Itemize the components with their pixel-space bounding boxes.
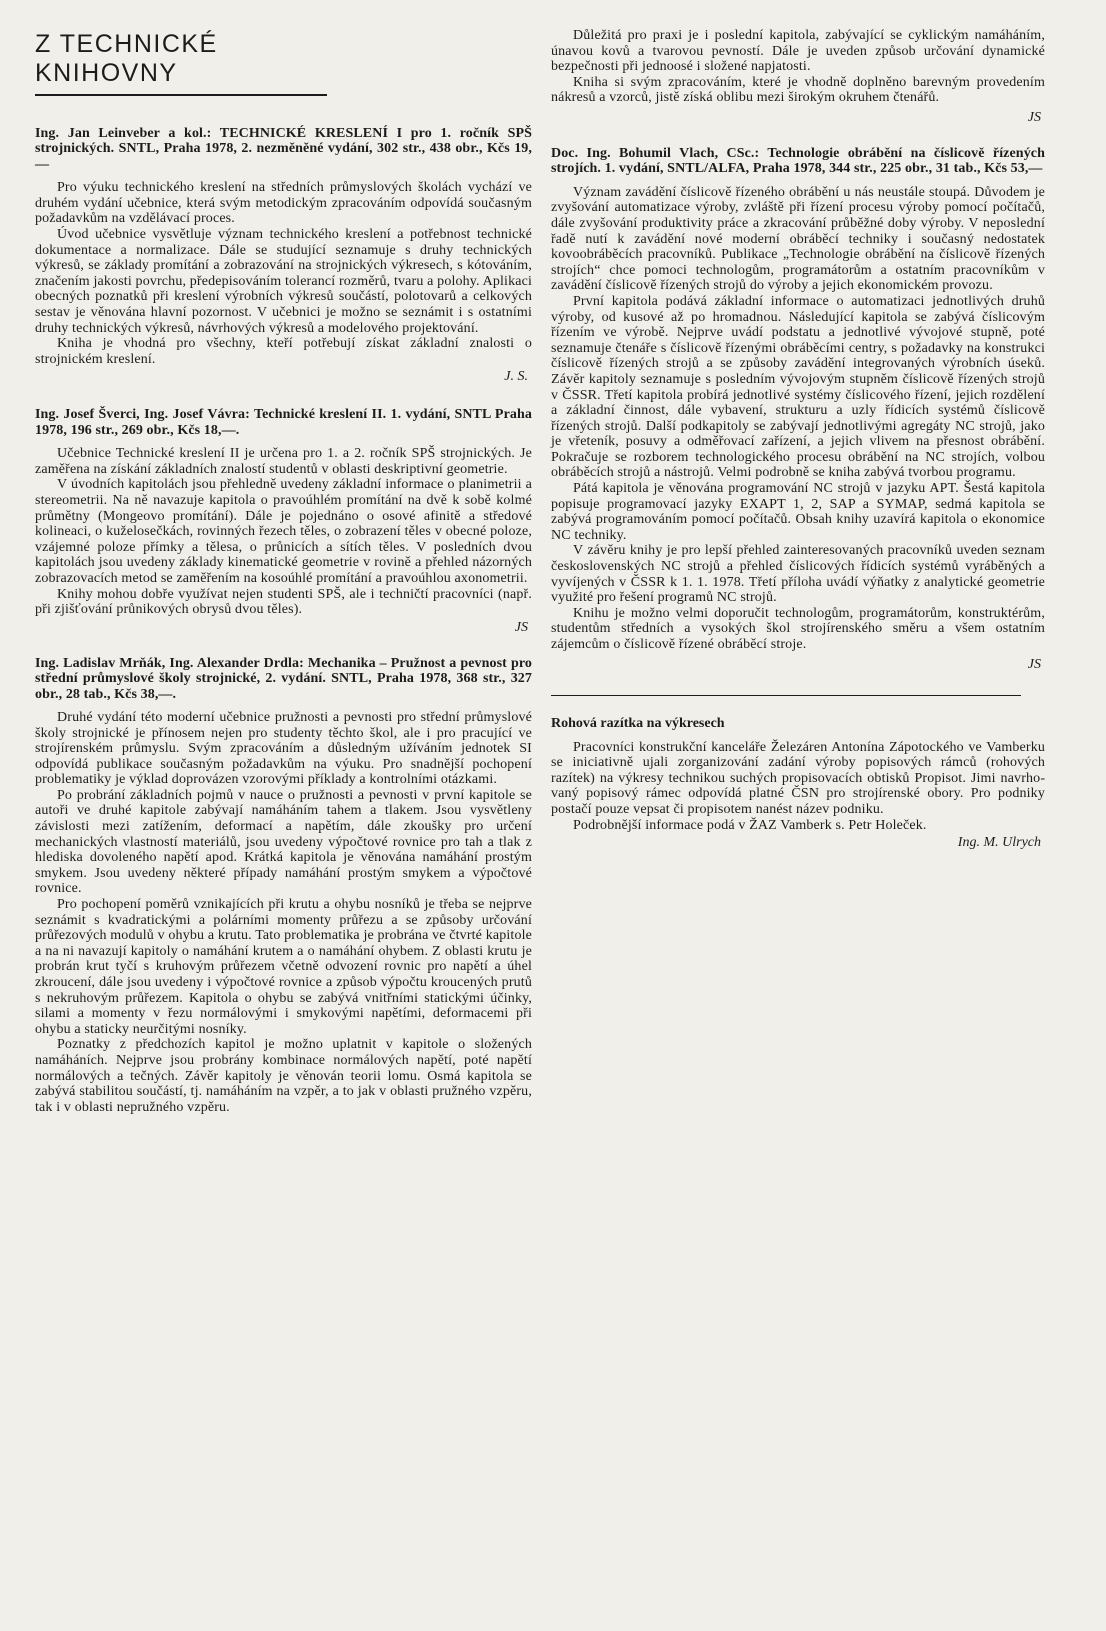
review-heading: Ing. Jan Leinveber a kol.: TECHNICKÉ KRESLENÍ I pro 1. ročník SPŠ strojnických. SNTL, Praha 1978, 2. nezměněné vydání, 302 str., 438 obr., Kčs 19,— (35, 126, 532, 172)
notice-signature: Ing. M. Ulrych (957, 835, 1041, 851)
review-paragraph: Pro pochopení poměrů vznikajících při krutu a ohybu nosníků je třeba se nejprve seznámit s kvadratickými a polárními momenty průřezu a se způsoby určování průřezových modulů v ohybu a krutu. Tato problematika je probrána ve čtvrté kapitole a na ni navazují kapitoly o namáhání krutem a o namáhání ohybem. Z oblasti krutu je probrán krut tyčí s kruhovým průřezem včetně odvození rovnic pro napětí a úhel zkroucení, dále jsou uvedeny i výpočtové rovnice a způsob výpočtu kroucených prutů s nekruhovým průřezem. Kapitola o ohybu se zabývá vnitřními statickými účinky, silami a momenty v řezu normálovými i smykovými napětími, deformacemi při ohybu a staticky neurčitými nosníky. (35, 897, 532, 1037)
right-column (551, 0, 1045, 851)
notice-heading: Rohová razítka na výkresech (551, 715, 725, 731)
review-heading: Ing. Ladislav Mrňák, Ing. Alexander Drdla: Mechanika – Pružnost a pevnost pro střední průmyslové školy strojnické, 2. vydání. SNTL, Praha 1978, 368 str., 327 obr., 28 tab., Kčs 38,—. (35, 655, 532, 702)
review-paragraph: První kapitola podává základní informace o automatizaci jednotlivých druhů výroby, od kusové až po hromadnou. Následující kapitola se zabývá číslicovým řízením ve výrobě. Nejprve uvádí podstatu a jednotlivé vývojové stupně, poté seznamuje čtenáře s číslicově řízenými obráběcími centry, s požadavky na konstrukci číslicově řízených strojů a se způsoby zavádění integrovaných výrobních úseků. Závěr kapitoly seznamuje s posledním vývojovým stupněm číslicově řízených strojů v ČSSR. Třetí kapitola probírá jednotlivé systémy číslicového řízení, jejich rozdělení a základní činnost, dále vybavení, strukturu a uzly řídicích systémů číslicově řízených strojů. Další podkapitoly se zabývají jednotlivými agregáty NC strojů, jako je vřeteník, posuvy a odměřovací zařízení, a jejich vlivem na přesnost obrábění. Pokračuje se rozborem technologického procesu obrábění na NC strojích, volbou obráběcích strojů a nástrojů. Velmi podrobně se kniha zabývá tvorbou programu. (551, 293, 1045, 481)
review-sverci (35, 407, 532, 635)
review-paragraph: Pátá kapitola je věnována programování NC strojů v jazyku APT. Šestá kapitola popisuje programovací jazyky EXAPT 1, 2, SAP a SYMAP, sedmá kapitola se zabývá programováním pomocí počítačů. Obsah knihy uzavírá kapitola o ekonomice NC techniky. (551, 481, 1045, 543)
review-paragraph: Úvod učebnice vysvětluje význam technického kreslení a potřebnost technické dokumentace a normalizace. Dále se studující seznamuje s druhy technických výkresů, se základy promítání a zobrazování na strojnických výkresech, s kótováním, značením jakosti povrchu, předepisováním tolerancí rozměrů, tvaru a polohy. Aplikaci obecných poznatků při kreslení výrobních výkresů součástí, polotovarů a celkových sestav je věnována hlavní pozornost. V učebnici je možno se seznámit i s ostatními druhy technických výkresů, návrhových výkresů a modelového projektování. (35, 227, 532, 336)
review-paragraph: Důležitá pro praxi je i poslední kapitola, zabývající se cyklickým namáháním, únavou kovů a tvarovou pevností. Dále je uveden způsob určování dynamické bezpečnosti při jednoosé i složené napjatosti. (551, 28, 1045, 75)
review-paragraph: Po probrání základních pojmů v nauce o pružnosti a pevnosti v první kapitole se autoři ve druhé kapitole zabývají namáháním tahem a tlakem. Jsou vysvětleny závislosti mezi zatížením, deformací a napětím, dále zkoušky pro určení mechanických vlastností materiálů, jsou uvedeny výpočtové rovnice pro tah a tlak z hlediska dovoleného napětí apod. Krátká kapitola je věnována namáhání prostým smykem. Jsou uvedeny některé případy namáhání prostým smykem a výpočtové rovnice. (35, 787, 532, 897)
review-paragraph: Druhé vydání této moderní učebnice pružnosti a pevnosti pro střední průmyslové školy strojnické je přínosem nejen pro studenty těchto škol, ale i pro pracující ve strojírenském průmyslu. Svým zpracováním a důsledným užíváním jednotek SI odpovídá publikace současným požadavkům na výuku. Pro snadnější pochopení problematiky je výklad doprovázen vzorovými příklady a kontrolními otázkami. (35, 709, 532, 788)
review-paragraph: Význam zavádění číslicově řízeného obrábění u nás neustále stoupá. Důvodem je zvyšování automatizace výroby, zvláště při řízení procesu výroby pomocí počítačů, dále zvyšování produktivity práce a zkracování průběžné doby výroby. V neposlední řadě nutí k zavádění nové moderní obráběcí techniky i současný nedostatek kovoobráběcích pracovníků. Publikace „Technologie obrábění na číslicově řízených strojích“ chce pomoci technologům, programátorům a ostatním pracovníkům v zavádění číslicově řízených strojů do výroby a jejich ekonomickém provozu. (551, 184, 1045, 294)
review-mrnak (35, 656, 532, 1116)
review-paragraph: Kniha si svým zpracováním, které je vhodně doplněno barevným provedením nákresů a vzorců, jistě získá oblibu mezi širokým okruhem čtenářů. (551, 74, 1045, 106)
section-title: Z TECHNICKÉ KNIHOVNY (35, 30, 327, 96)
review-paragraph: V závěru knihy je pro lepší přehled zainteresovaných pracovníků uveden seznam československých NC strojů a přehled číslicových řídicích systémů vyráběných a vyvíjených v ČSSR k 1. 1. 1978. Třetí příloha uvádí výňatky z analytické geometrie využité pro řešení programů NC strojů. (551, 543, 1045, 606)
review-paragraph: Kniha je vhodná pro všechny, kteří potřebují získat základní znalosti o strojnickém kreslení. (35, 336, 532, 367)
left-column (35, 0, 532, 1115)
review-mrnak-continued (551, 28, 1045, 126)
notice-paragraph: Podrobnější informace podá v ŽAZ Vamberk s. Petr Holeček. (573, 817, 927, 833)
review-paragraph: V úvodních kapitolách jsou přehledně uvedeny základní informace o planimetrii a stereometrii. Na ně navazuje kapitola o pravoúhlém promítání na dvě k sobě kolmé průmětny (Mongeovo promítání). Dále je pojednáno o osové afinitě a středové kolineaci, o kuželosečkách, rovinných řezech těles, o zobrazení těles v obecné poloze, vzájemné poloze přímky a tělesa, o průnicích a sítích těles. V posledních dvou kapitolách jsou uvedeny základy kinematické geometrie v rovině a přehled názorných zobrazovacích metod se zaměřením na kosoúhlé promítání a pravoúhlou axonometrii. (35, 477, 532, 586)
notice-paragraph: Pracovníci konstrukční kanceláře Železáren Antonína Zápotockého ve Vamberku se iniciativně ujali zorganizování zadání výroby popisových rámců (rohových razítek) na výkresy technikou suchých propisovacích obtisků Propisot. Jimi navrhovaný popisový rámec odpovídá platné ČSN pro strojírenské obory. Pro podniky postačí pouze vepsat či propisotem nanést název podniku. (551, 739, 1045, 817)
review-heading: Doc. Ing. Bohumil Vlach, CSc.: Technologie obrábění na číslicově řízených strojích. 1. vydání, SNTL/ALFA, Praha 1978, 344 str., 225 obr., 31 tab., Kčs 53,— (551, 145, 1045, 177)
review-paragraph: Poznatky z předchozích kapitol je možno uplatnit v kapitole o složených namáháních. Nejprve jsou probrány kombinace normálových napětí, poté napětí normálových a tečných. Závěr kapitoly je věnován teorii lomu. Osmá kapitola se zabývá stabilitou součástí, tj. namáháním na vzpěr, a to jak v oblasti pružného vzpěru, tak i v oblasti nepružného vzpěru. (35, 1037, 532, 1115)
review-paragraph: Učebnice Technické kreslení II je určena pro 1. a 2. ročník SPŠ strojnických. Je zaměřena na získání základních znalostí studentů v oblasti deskriptivní geometrie. (35, 446, 532, 477)
review-paragraph: Knihu je možno velmi doporučit technologům, programátorům, konstruktérům, studentům středních a vysokých škol strojírenského směru a všem ostatním zájemcům o číslicově řízené obráběcí stroje. (551, 605, 1045, 652)
notice-corner-stamps (551, 716, 1045, 852)
section-divider (551, 695, 1021, 696)
review-signature: J. S. (504, 369, 528, 385)
review-paragraph: Pro výuku technického kreslení na středních průmyslových školách vychází ve druhém vydání učebnice, která svým metodickým zpracováním odpovídá současným požadavkům na vzdělávací proces. (35, 180, 532, 227)
review-signature: JS (1027, 656, 1041, 672)
review-vlach (551, 146, 1045, 673)
review-heading: Ing. Josef Šverci, Ing. Josef Vávra: Technické kreslení II. 1. vydání, SNTL Praha 1978, 196 str., 269 obr., Kčs 18,—. (35, 407, 532, 438)
review-signature: JS (1027, 109, 1041, 125)
review-leinveber (35, 126, 532, 385)
review-paragraph: Knihy mohou dobře využívat nejen studenti SPŠ, ale i techničtí pracovníci (např. při zjišťování průnikových obrysů dvou těles). (35, 586, 532, 618)
review-signature: JS (514, 619, 528, 635)
